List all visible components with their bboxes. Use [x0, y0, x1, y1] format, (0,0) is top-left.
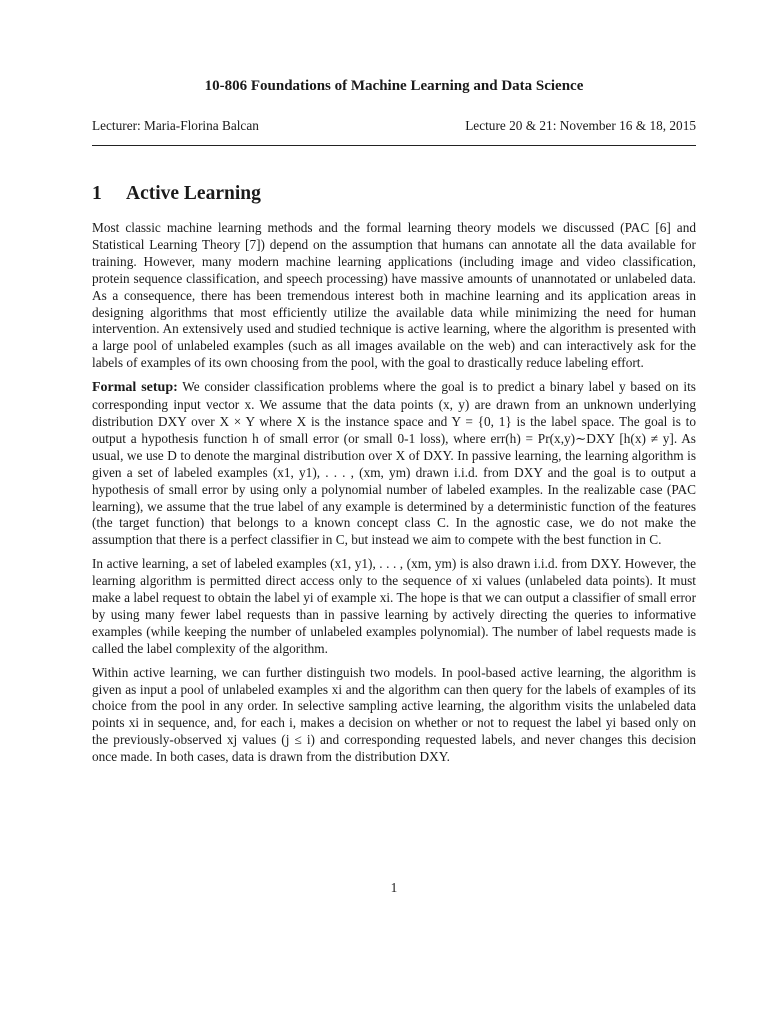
page-number: 1: [390, 880, 398, 895]
header-rule: [92, 145, 696, 146]
section-body: [92, 220, 696, 773]
formal-setup-label: Formal setup:: [92, 380, 178, 396]
formal-setup-text: We consider classification problems where the goal is to predict a binary label y based on its corresponding input vector x. We assume that the data points (x, y) are drawn from an unknown underlying distribution DXY over X × Y where X is the instance space and Y = {0, 1} is the label space. The goal is to output a hypothesis function h of small error (or small 0-1 loss), where err(h) = Pr(x,y)∼DXY [h(x) ≠ y]. As usual, we use D to denote the marginal distribution over X of DXY. In passive learning, the learning algorithm is given a set of labeled examples (x1, y1), . . . , (xm, ym) drawn i.i.d. from DXY and the goal is to output a hypothesis of small error by using only a polynomial number of labeled examples. In the realizable case (PAC learning), we assume that the true label of any example is determined by a deterministic function of the features (the target function) that belongs to a known concept class C. In the agnostic case, we do not make the assumption that there is a perfect classifier in C, but instead we aim to compete with the best function in C.: [92, 379, 696, 548]
course-title: 10-806 Foundations of Machine Learning and Data Science: [204, 78, 584, 94]
paragraph-active-learning: In active learning, a set of labeled examples (x1, y1), . . . , (xm, ym) is also drawn i.i.d. from DXY. However, the learning algorithm is permitted direct access only to the sequence of xi values (unlabeled data points). It must make a label request to obtain the label yi of example xi. The hope is that we can output a classifier of small error by using many fewer label requests than in passive learning by actively directing the queries to informative examples (while keeping the number of unlabeled examples polynomial). The number of label requests made is called the label complexity of the algorithm.: [92, 556, 696, 656]
lecturer-name: Lecturer: Maria-Florina Balcan: [92, 118, 259, 133]
paragraph-intro: Most classic machine learning methods and the formal learning theory models we discussed (PAC [6] and Statistical Learning Theory [7]) depend on the assumption that humans can annotate all the data available for training. However, many modern machine learning applications (including image and video classification, protein sequence classification, and speech processing) have massive amounts of unannotated or unlabeled data. As a consequence, there has been tremendous interest both in machine learning and its application areas in designing algorithms that most efficiently utilize the available data while minimizing the need for human intervention. An extensively used and studied technique is active learning, where the algorithm is presented with a large pool of unlabeled examples (such as all images available on the web) and can interactively ask for the labels of examples of its own choosing from the pool, with the goal to drastically reduce labeling effort.: [92, 220, 696, 371]
section-heading: [92, 183, 261, 205]
lecture-header: [92, 118, 696, 134]
section-number: 1: [92, 183, 102, 204]
paragraph-models: Within active learning, we can further distinguish two models. In pool-based active learning, the algorithm is given as input a pool of unlabeled examples xi and the algorithm can then query for the labels of examples of its choice from the pool in any order. In selective sampling active learning, the algorithm visits the unlabeled data points xi in sequence, and, for each i, makes a decision on whether or not to request the label yi based only on the previously-observed xj values (j ≤ i) and corresponding requested labels, and never changes this decision once made. In both cases, data is drawn from the distribution DXY.: [92, 664, 696, 765]
paragraph-formal-setup: [92, 379, 696, 549]
lecture-info: Lecture 20 & 21: November 16 & 18, 2015: [465, 118, 696, 133]
section-title: Active Learning: [126, 183, 261, 204]
